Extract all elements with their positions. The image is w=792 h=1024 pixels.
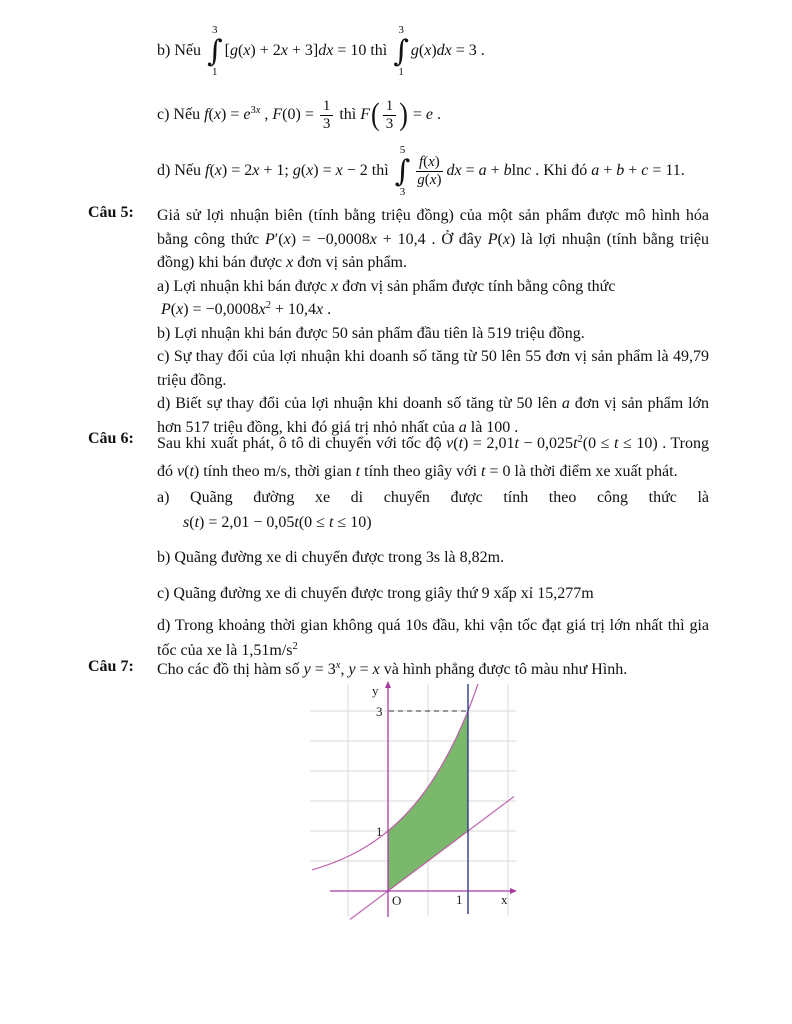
- question-6-label: Câu 6:: [88, 430, 134, 447]
- question-6-item-a: a) Quãng đường xe di chuyển được tính theo công thức là: [157, 489, 709, 506]
- question-4-item-c: c) Nếu $f(x) = e^{3x}$ , F(0) = $\frac{1}{3}$ thì F( $\frac{1}{3}$ ) = e .: [157, 97, 441, 133]
- question-6: [88, 430, 709, 663]
- tick-x1-label: 1: [456, 892, 463, 907]
- x-axis-arrow: [510, 888, 517, 894]
- question-5-label: Câu 5:: [88, 204, 134, 221]
- question-5-item-d: d) Biết sự thay đổi của lợi nhuận khi doanh số tăng từ 50 lên a đơn vị sản phẩm lớn hơn 517 triệu đồng, khi đó giá trị nhỏ nhất của a là 100 .: [157, 395, 709, 436]
- y-axis-label: y: [372, 683, 379, 698]
- question-5-body: [157, 204, 709, 439]
- question-6-item-d: d) Trong khoảng thời gian không quá 10s đầu, khi vận tốc đạt giá trị lớn nhất thì gia tốc của xe là $1,51m/s^2$: [157, 617, 709, 659]
- question-6-item-a-formula: s(t) = 2,01 − 0,05t(0 ≤ t ≤ 10): [183, 513, 372, 531]
- question-7-label: Câu 7:: [88, 658, 134, 675]
- question-6-item-c: c) Quãng đường xe di chuyển được trong giây thứ 9 xấp xỉ 15,277m: [157, 584, 594, 602]
- question-4-item-d: d) Nếu f(x) = 2x + 1; g(x) = x − 2 thì 5 ∫ 3 $\frac{f(x)}{g(x)}$ dx = a + blnc . Khi đó a + b + c = 11.: [157, 143, 685, 198]
- question-5-item-a: a) Lợi nhuận khi bán được x đơn vị sản phẩm được tính bằng công thức: [157, 277, 616, 295]
- question-5-item-c: c) Sự thay đổi của lợi nhuận khi doanh số tăng từ 50 lên 55 đơn vị sản phẩm là 49,79 triệu đồng.: [157, 348, 709, 389]
- question-7-intro: Cho các đồ thị hàm số $y = 3^x$, y = x và hình phẳng được tô màu như Hình.: [157, 660, 628, 678]
- question-6-item-b: b) Quãng đường xe di chuyển được trong 3s là 8,82m.: [157, 549, 505, 566]
- origin-label: O: [392, 893, 402, 908]
- question-5-item-a-formula: $P(x) = -0,0008x^2 + 10,4x$ .: [161, 300, 332, 318]
- figure-graph: [308, 678, 520, 920]
- question-5: [88, 204, 709, 439]
- y-axis-arrow: [385, 681, 391, 688]
- question-6-body: [157, 430, 709, 663]
- question-5-item-b: b) Lợi nhuận khi bán được 50 sản phẩm đầu tiên là 519 triệu đồng.: [157, 324, 585, 342]
- tick-y1-label: 1: [376, 824, 383, 839]
- question-4-item-b: b) Nếu 3 ∫ 1 [g(x) + 2x + 3]dx = 10 thì 3 ∫ 1 g(x)dx = 3 .: [157, 23, 485, 78]
- x-axis-label: x: [501, 892, 508, 907]
- question-5-intro: Giả sử lợi nhuận biên (tính bằng triệu đồng) của một sản phẩm được mô hình hóa bằng công thức P′(x) = −0,0008x + 10,4 . Ở đây P(x) là lợi nhuận (tính bằng triệu đồng) khi bán được x đơn vị sản phẩm.: [157, 207, 710, 271]
- question-6-intro: Sau khi xuất phát, ô tô di chuyển với tốc độ $v(t) = 2,01t - 0,025t^2(0 \le t \le 10)$ . Trong đó v(t) tính theo m/s, thời gian t tính theo giây với t = 0 là thời điểm xe xuất phát.: [157, 434, 709, 480]
- tick-y3-label: 3: [376, 704, 383, 719]
- gridlines: [310, 684, 516, 916]
